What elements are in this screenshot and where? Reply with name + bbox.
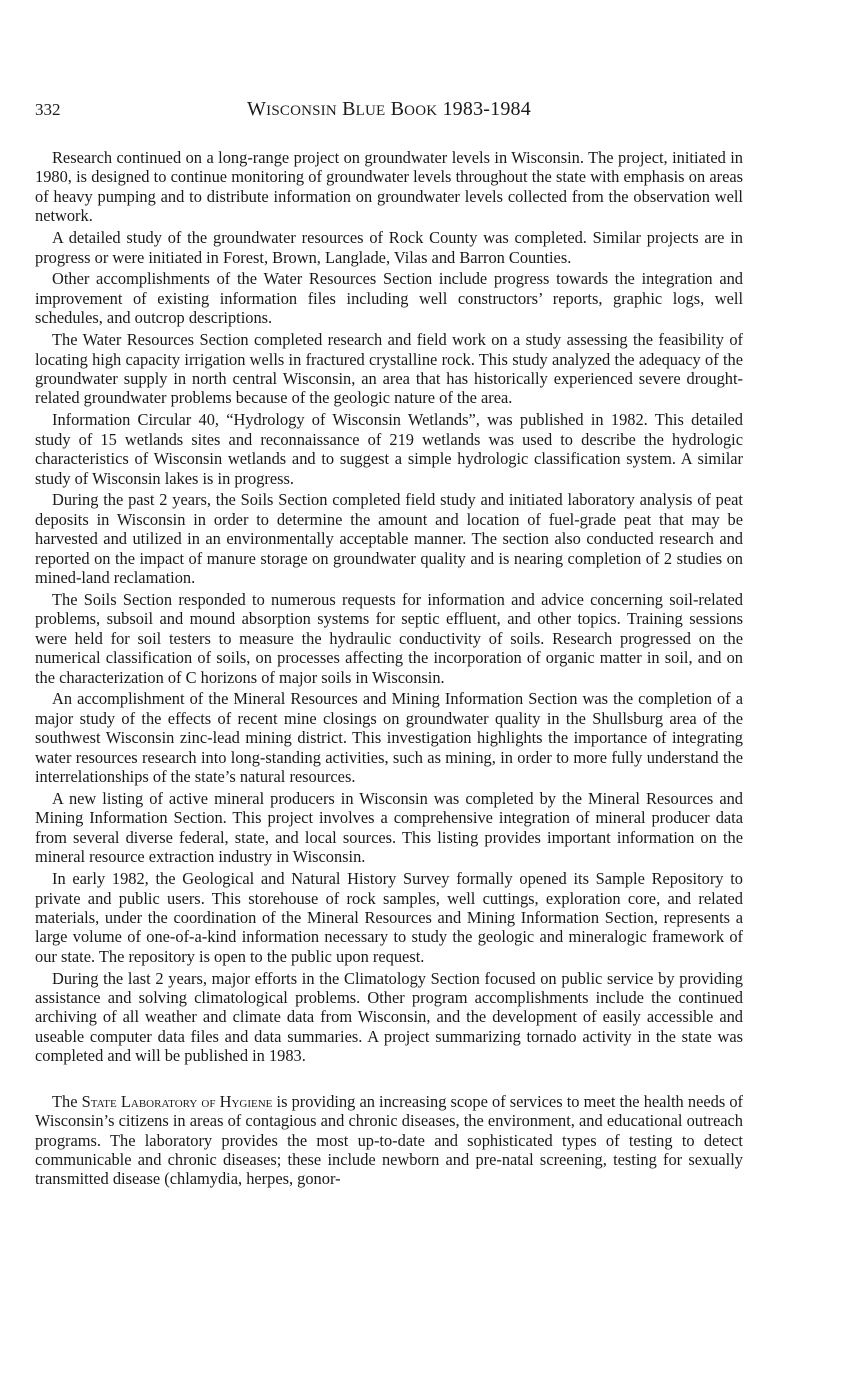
page-number: 332 — [35, 100, 61, 119]
paragraph-groundwater-levels: Research continued on a long-range project on groundwater levels in Wisconsin. The project, initiated in 1980, is designed to continue monitoring of groundwater levels throughout the state with emphasis on areas of heavy pumping and to distribute information on groundwater levels collected from the observation well network. — [35, 148, 743, 226]
paragraph-information-files: Other accomplishments of the Water Resources Section include progress towards the integration and improvement of existing information files including well constructors’ reports, graphic logs, well schedules, and outcrop descriptions. — [35, 269, 743, 328]
paragraph-sample-repository: In early 1982, the Geological and Natural History Survey formally opened its Sample Repository to private and public users. This storehouse of rock samples, well cuttings, exploration core, and related materials, under the coordination of the Mineral Resources and Mining Information Section, represents a large volume of one-of-a-kind information necessary to study the geologic and mineralogic framework of our state. The repository is open to the public upon request. — [35, 869, 743, 966]
paragraph-mineral-producers: A new listing of active mineral producers in Wisconsin was completed by the Mineral Resources and Mining Information Section. This project involves a comprehensive integration of mineral producer data from several diverse federal, state, and local sources. This listing provides important information on the mineral resource extraction industry in Wisconsin. — [35, 789, 743, 867]
paragraph-rock-county: A detailed study of the groundwater resources of Rock County was completed. Similar projects are in progress or were initiated in Forest, Brown, Langlade, Vilas and Barron Counties. — [35, 228, 743, 267]
running-title: WISCONSIN BLUE BOOK 1983-1984 — [247, 98, 531, 120]
paragraph-mine-closings: An accomplishment of the Mineral Resources and Mining Information Section was the completion of a major study of the effects of recent mine closings on groundwater quality in the Shullsburg area of the southwest Wisconsin zinc-lead mining district. This investigation highlights the importance of integrating water resources research into long-standing activities, such as mining, in order to more fully understand the interrelationships of the state’s natural resources. — [35, 689, 743, 787]
paragraph-peat-deposits: During the past 2 years, the Soils Section completed field study and initiated laboratory analysis of peat deposits in Wisconsin in order to determine the amount and location of fuel-grade peat that may be harvested and utilized in an environmentally acceptable manner. The section also conducted research and reported on the impact of manure storage on groundwater quality and is nearing completion of 2 studies on mined-land reclamation. — [35, 490, 743, 588]
paragraph-wetlands-circular: Information Circular 40, “Hydrology of Wisconsin Wetlands”, was published in 1982. This detailed study of 15 wetlands sites and reconnaissance of 219 wetlands was used to describe the hydrologic characteristics of Wisconsin wetlands and to suggest a simple hydrologic classification system. A similar study of Wisconsin lakes is in progress. — [35, 410, 743, 488]
document-page — [35, 0, 743, 1380]
page-header — [35, 98, 743, 124]
paragraph-state-laboratory: The State Laboratory of Hygiene is providing an increasing scope of services to meet the health needs of Wisconsin’s citizens in areas of contagious and chronic diseases, the environment, and educational outreach programs. The laboratory provides the most up-to-date and sophisticated types of testing to detect communicable and chronic diseases; these include newborn and pre-natal screening, testing for sexually transmitted disease (chlamydia, herpes, gonor- — [35, 1091, 743, 1189]
paragraph-climatology: During the last 2 years, major efforts in the Climatology Section focused on public service by providing assistance and solving climatological problems. Other program accomplishments include the continued archiving of all weather and climate data from Wisconsin, and the development of easily accessible and useable computer data files and data summaries. A project summarizing tornado activity in the state was completed and will be published in 1983. — [35, 968, 743, 1066]
entity-name: State Laboratory of Hygiene — [81, 1091, 273, 1111]
paragraph-soils-requests: The Soils Section responded to numerous requests for information and advice concerning soil-related problems, subsoil and mound absorption systems for septic effluent, and other topics. Training sessions were held for soil testers to measure the hydraulic conductivity of soils. Research progressed on the numerical classification of soils, on processes affecting the incorporation of organic matter in soil, and on the characterization of C horizons of major soils in Wisconsin. — [35, 589, 743, 687]
paragraph-irrigation-wells: The Water Resources Section completed research and field work on a study assessing the feasibility of locating high capacity irrigation wells in fractured crystalline rock. This study analyzed the adequacy of the groundwater supply in north central Wisconsin, an area that has historically experienced severe drought-related groundwater problems because of the geologic nature of the area. — [35, 330, 743, 408]
body-text — [35, 148, 743, 1191]
